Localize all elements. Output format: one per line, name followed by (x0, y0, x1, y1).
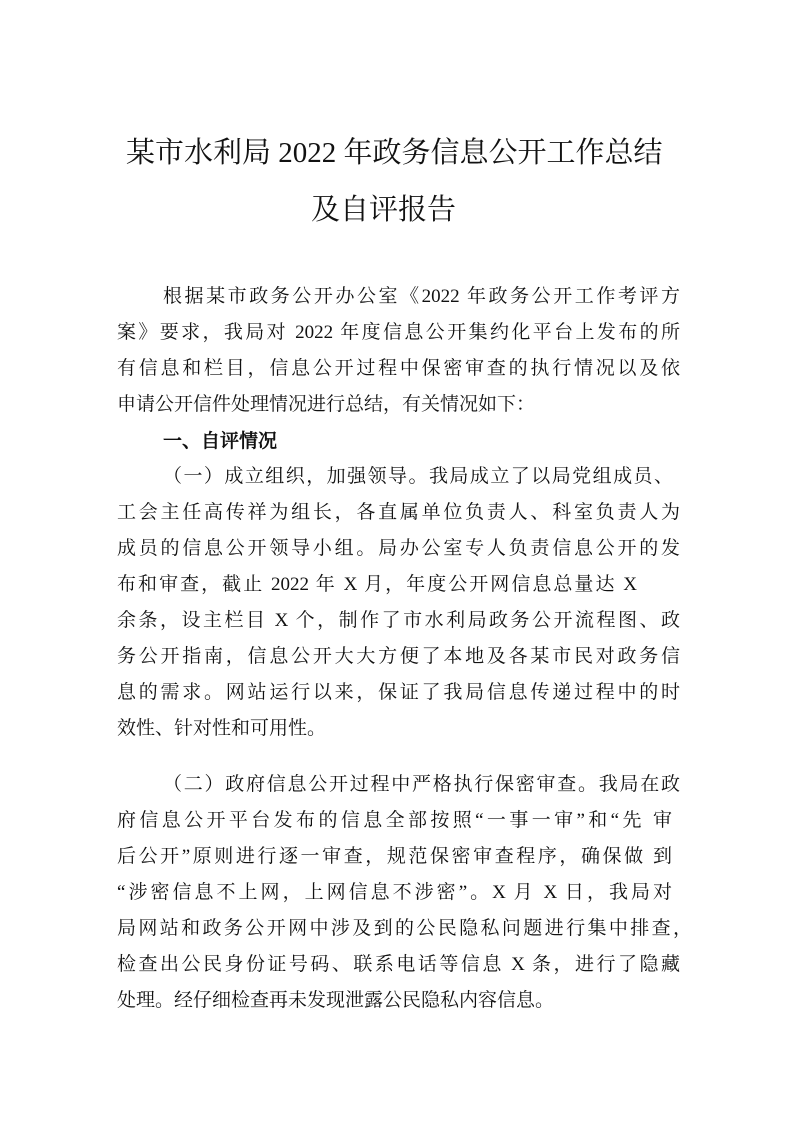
paragraph-line: 效性、针对性和可用性。 (117, 718, 327, 739)
document-title-line-1: 某市水利局 2022 年政务信息公开工作总结 (126, 137, 663, 169)
intro-line: 案》要求，我局对 2022 年度信息公开集约化平台上发布的所 (117, 322, 680, 343)
paragraph-line: 处理。经仔细检查再未发现泄露公民隐私内容信息。 (117, 990, 555, 1011)
paragraph-line: 息的需求。网站运行以来，保证了我局信息传递过程中的时 (117, 682, 680, 703)
paragraph-line: 成员的信息公开领导小组。局办公室专人负责信息公开的发 (117, 538, 680, 559)
paragraph-line: 工会主任高传祥为组长，各直属单位负责人、科室负责人为 (117, 502, 680, 523)
paragraph-line: 局网站和政务公开网中涉及到的公民隐私问题进行集中排查， (117, 918, 692, 939)
paragraph-line: 府信息公开平台发布的信息全部按照“一事一审”和“先 审 (117, 810, 672, 831)
intro-line: 有信息和栏目，信息公开过程中保密审查的执行情况以及依 (117, 358, 680, 379)
paragraph-line: （二）政府信息公开过程中严格执行保密审查。我局在政 (163, 774, 680, 795)
paragraph-line: 务公开指南，信息公开大大方便了本地及各某市民对政务信 (117, 646, 680, 667)
section-heading: 一、自评情况 (163, 430, 278, 452)
paragraph-line: 余条，设主栏目 X 个，制作了市水利局政务公开流程图、政 (117, 610, 680, 631)
paragraph-line: “涉密信息不上网，上网信息不涉密”。X 月 X 日，我局对 (117, 882, 672, 903)
paragraph-line: 后公开”原则进行逐一审查，规范保密审查程序，确保做 到 (117, 846, 672, 867)
intro-line: 根据某市政务公开办公室《2022 年政务公开工作考评方 (163, 286, 680, 307)
paragraph-line: 检查出公民身份证号码、联系电话等信息 X 条，进行了隐藏 (117, 954, 680, 975)
paragraph-line: （一）成立组织，加强领导。我局成立了以局党组成员、 (163, 466, 673, 487)
intro-line: 申请公开信件处理情况进行总结，有关情况如下： (117, 394, 536, 415)
document-title-line-2: 及自评报告 (311, 194, 457, 226)
paragraph-line: 布和审查，截止 2022 年 X 月，年度公开网信息总量达 X (117, 574, 637, 595)
